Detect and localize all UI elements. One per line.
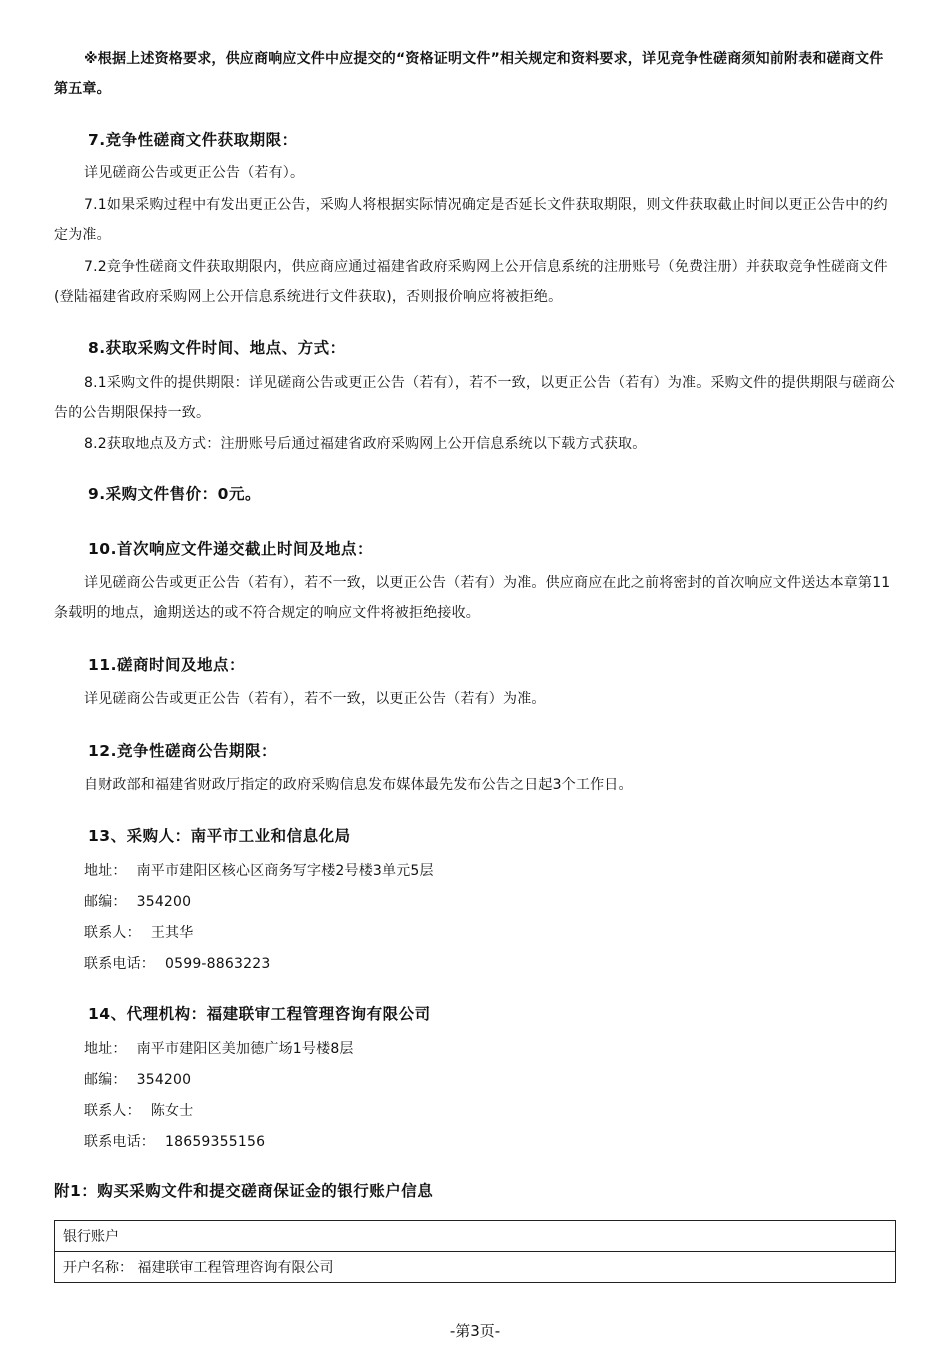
section-10-text: 详见磋商公告或更正公告（若有），若不一致，以更正公告（若有）为准。供应商应在此之前将密封的首次响应文件送达本章第11条载明的地点，逾期送达的或不符合规定的响应文件将被拒绝接收。 xyxy=(54,575,891,621)
section-8-heading: 8.获取采购文件时间、地点、方式： xyxy=(88,339,346,357)
purchaser-contact xyxy=(84,922,193,942)
phone-value: 18659355156 xyxy=(165,1134,266,1150)
address-value: 南平市建阳区美加德广场1号楼8层 xyxy=(136,1041,354,1057)
agency-zip xyxy=(84,1069,191,1089)
address-value: 南平市建阳区核心区商务写字楼2号楼3单元5层 xyxy=(136,863,434,879)
bank-account-table xyxy=(54,1220,896,1283)
section-8-1-text: 8.1采购文件的提供期限：详见磋商公告或更正公告（若有），若不一致，以更正公告（若有）为准。采购文件的提供期限与磋商公告的公告期限保持一致。 xyxy=(54,375,896,421)
contact-value: 陈女士 xyxy=(150,1103,194,1119)
appendix-heading: 附1：购买采购文件和提交磋商保证金的银行账户信息 xyxy=(54,1182,434,1200)
phone-value: 0599-8863223 xyxy=(165,956,271,972)
section-9-heading: 9.采购文件售价：0元。 xyxy=(88,485,261,503)
section-12-text: 自财政部和福建省财政厅指定的政府采购信息发布媒体最先发布公告之日起3个工作日。 xyxy=(84,777,633,793)
account-name-value: 福建联审工程管理咨询有限公司 xyxy=(137,1260,334,1276)
section-11-text: 详见磋商公告或更正公告（若有），若不一致，以更正公告（若有）为准。 xyxy=(84,691,546,707)
section-8-2-text: 8.2获取地点及方式：注册账号后通过福建省政府采购网上公开信息系统以下载方式获取。 xyxy=(84,436,647,452)
section-10-heading: 10.首次响应文件递交截止时间及地点： xyxy=(88,540,373,558)
section-7-2-text: 7.2竞争性磋商文件获取期限内，供应商应通过福建省政府采购网上公开信息系统的注册账号（免费注册）并获取竞争性磋商文件(登陆福建省政府采购网上公开信息系统进行文件获取)，否则报价响应将被拒绝。 xyxy=(54,259,888,305)
agency-contact xyxy=(84,1100,193,1120)
purchaser-phone xyxy=(84,953,270,973)
zip-label: 邮编： xyxy=(84,894,127,910)
zip-value: 354200 xyxy=(136,894,192,910)
section-7-text: 详见磋商公告或更正公告（若有）。 xyxy=(84,165,305,181)
account-name-label: 开户名称： xyxy=(63,1260,133,1276)
agency-phone xyxy=(84,1131,265,1151)
account-name-cell xyxy=(55,1252,896,1283)
contact-label: 联系人： xyxy=(84,925,141,941)
table-row xyxy=(55,1252,896,1283)
bank-account-title-cell: 银行账户 xyxy=(55,1221,896,1252)
phone-label: 联系电话： xyxy=(84,956,155,972)
contact-value: 王其华 xyxy=(150,925,194,941)
zip-label: 邮编： xyxy=(84,1072,127,1088)
section-13-heading: 13、采购人：南平市工业和信息化局 xyxy=(88,827,351,845)
qualification-note: ※根据上述资格要求，供应商响应文件中应提交的“资格证明文件”相关规定和资料要求，详见竞争性磋商须知前附表和磋商文件第五章。 xyxy=(54,51,884,97)
phone-label: 联系电话： xyxy=(84,1134,155,1150)
address-label: 地址： xyxy=(84,1041,127,1057)
page-number: -第3页- xyxy=(449,1322,501,1340)
zip-value: 354200 xyxy=(136,1072,192,1088)
section-12-heading: 12.竞争性磋商公告期限： xyxy=(88,742,277,760)
table-row xyxy=(55,1221,896,1252)
contact-label: 联系人： xyxy=(84,1103,141,1119)
section-11-heading: 11.磋商时间及地点： xyxy=(88,656,245,674)
section-14-heading: 14、代理机构：福建联审工程管理咨询有限公司 xyxy=(88,1005,431,1023)
agency-address xyxy=(84,1038,354,1058)
address-label: 地址： xyxy=(84,863,127,879)
purchaser-address xyxy=(84,860,434,880)
section-7-1-text: 7.1如果采购过程中有发出更正公告，采购人将根据实际情况确定是否延长文件获取期限，则文件获取截止时间以更正公告中的约定为准。 xyxy=(54,197,888,243)
section-7-heading: 7.竞争性磋商文件获取期限： xyxy=(88,131,298,149)
purchaser-zip xyxy=(84,891,191,911)
